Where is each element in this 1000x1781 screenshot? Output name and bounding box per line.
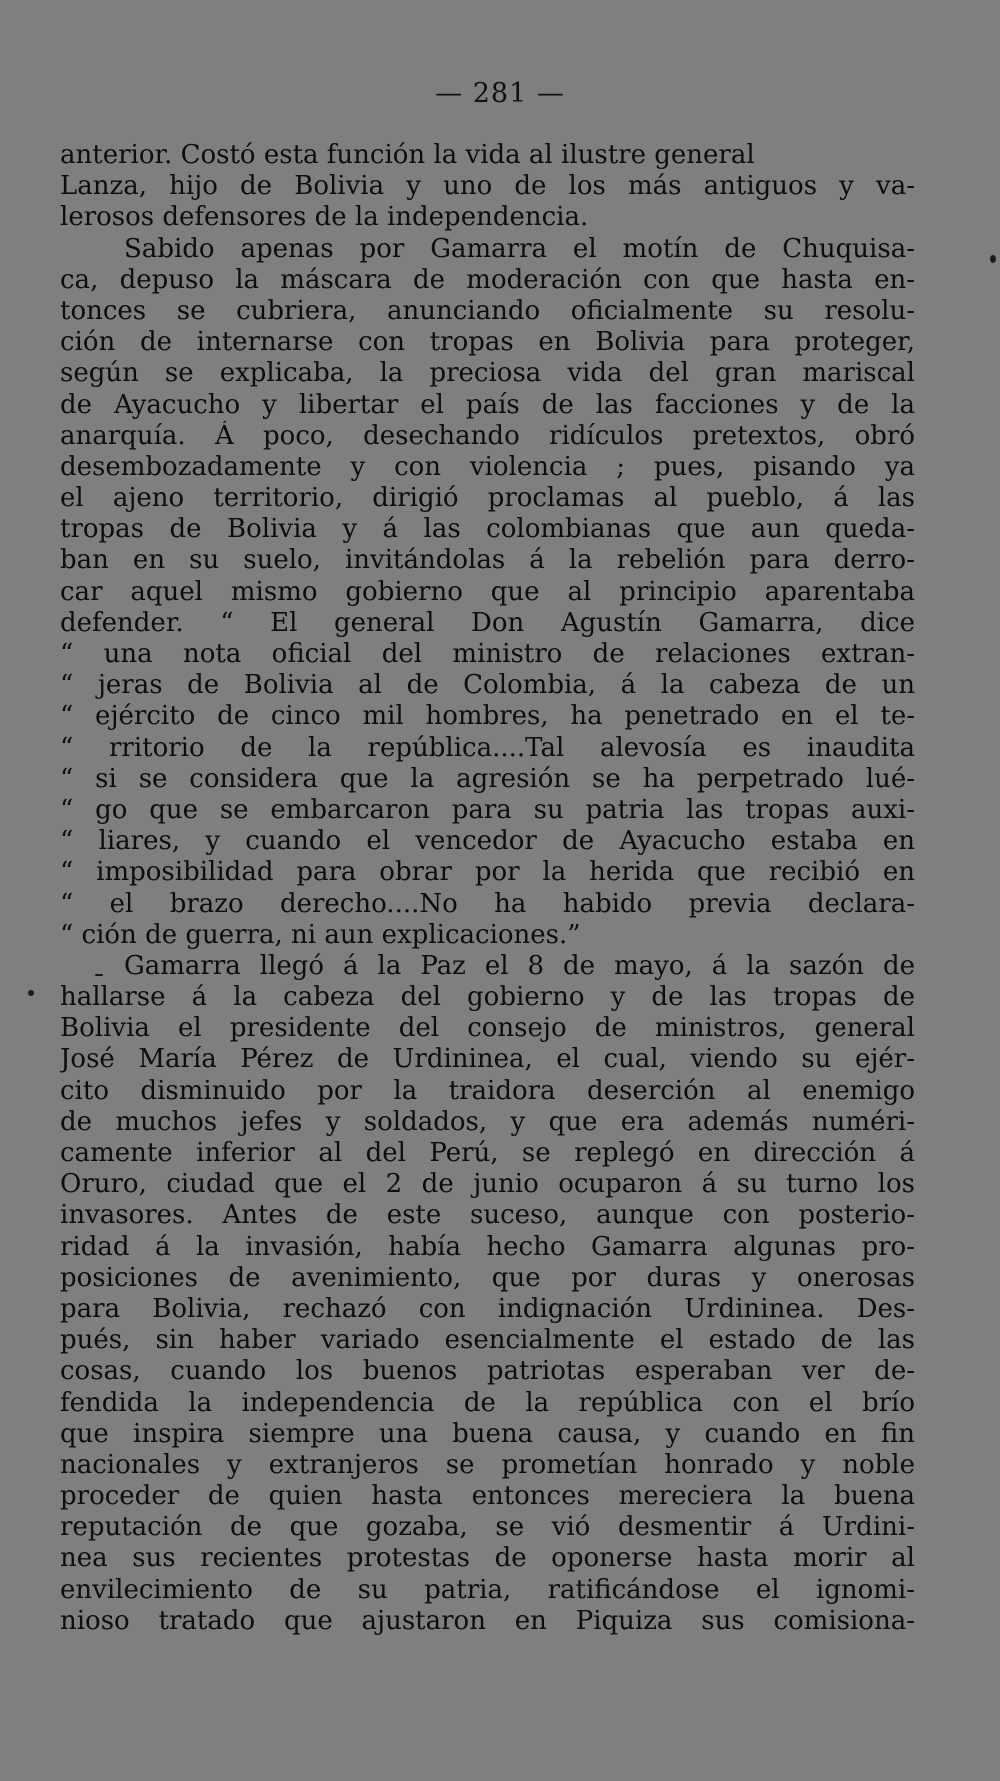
text-line: desembozadamente y con violencia ; pues, pisando ya xyxy=(60,451,915,482)
text-line: nea sus recientes protestas de oponerse hasta morir al xyxy=(60,1543,915,1574)
text-line: car aquel mismo gobierno que al principio aparentaba xyxy=(60,576,915,607)
ink-speck xyxy=(990,255,996,263)
text-line: camente inferior al del Perú, se replegó en dirección á xyxy=(60,1138,915,1168)
text-line: “ el brazo derecho....No ha habido previa declara- xyxy=(60,888,915,919)
ink-speck xyxy=(95,974,103,976)
text-line: tropas de Bolivia y á las colombianas que aun queda- xyxy=(60,514,915,545)
text-line: “ una nota oficial del ministro de relaciones extran- xyxy=(60,639,915,669)
text-line: hallarse á la cabeza del gobierno y de las tropas de xyxy=(60,982,915,1013)
text-line: para Bolivia, rechazó con indignación Urdininea. Des- xyxy=(60,1293,915,1324)
text-line: Sabido apenas por Gamarra el motín de Chuquisa- xyxy=(124,233,915,264)
text-line: “ ejército de cinco mil hombres, ha penetrado en el te- xyxy=(60,701,915,732)
text-line: envilecimiento de su patria, ratificándose el ignomi- xyxy=(60,1574,915,1605)
text-line: tonces se cubriera, anunciando oficialmente su resolu- xyxy=(60,295,915,326)
text-line: Lanza, hijo de Bolivia y uno de los más antiguos y va- xyxy=(60,171,915,202)
text-line: según se explicaba, la preciosa vida del gran mariscal xyxy=(60,358,915,389)
text-line: pués, sin haber variado esencialmente el estado de las xyxy=(60,1325,915,1356)
text-line: “ go que se embarcaron para su patria las tropas auxi- xyxy=(60,794,915,825)
text-line: posiciones de avenimiento, que por duras y onerosas xyxy=(60,1262,915,1293)
text-line: “ rritorio de la república....Tal alevosía es inaudita xyxy=(60,732,915,763)
text-line: ca, depuso la máscara de moderación con que hasta en- xyxy=(60,264,915,295)
text-line: nioso tratado que ajustaron en Piquiza sus comisiona- xyxy=(60,1605,915,1636)
text-line: anarquía. Á poco, desechando ridículos pretextos, obró xyxy=(60,420,915,451)
text-line: nacionales y extranjeros se prometían honrado y noble xyxy=(60,1449,915,1480)
text-line: ridad á la invasión, había hecho Gamarra algunas pro- xyxy=(60,1231,915,1262)
text-line: de muchos jefes y soldados, y que era además numéri- xyxy=(60,1106,915,1137)
body-text xyxy=(60,140,915,1637)
text-line: “ ción de guerra, ni aun explicaciones.” xyxy=(60,919,581,950)
text-line: fendida la independencia de la república con el brío xyxy=(60,1387,915,1418)
text-line: ban en su suelo, invitándolas á la rebelión para derro- xyxy=(60,545,915,576)
text-line: anterior. Costó esta función la vida al ilustre general xyxy=(60,140,755,170)
text-line: ción de internarse con tropas en Bolivia para proteger, xyxy=(60,327,915,358)
text-line: proceder de quien hasta entonces mereciera la buena xyxy=(60,1481,915,1512)
text-line: el ajeno territorio, dirigió proclamas al pueblo, á las xyxy=(60,483,915,514)
text-line: “ si se considera que la agresión se ha perpetrado lué- xyxy=(60,763,915,794)
text-line: cosas, cuando los buenos patriotas esperaban ver de- xyxy=(60,1356,915,1387)
text-line: de Ayacucho y libertar el país de las facciones y de la xyxy=(60,389,915,420)
text-line: Oruro, ciudad que el 2 de junio ocuparon á su turno los xyxy=(60,1169,915,1200)
text-line: “ liares, y cuando el vencedor de Ayacucho estaba en xyxy=(60,826,915,857)
text-line: José María Pérez de Urdininea, el cual, viendo su ejér- xyxy=(60,1044,915,1075)
text-line: “ imposibilidad para obrar por la herida que recibió en xyxy=(60,857,915,888)
text-line: “ jeras de Bolivia al de Colombia, á la cabeza de un xyxy=(60,670,915,701)
text-line: que inspira siempre una buena causa, y cuando en fin xyxy=(60,1418,915,1449)
text-line: Gamarra llegó á la Paz el 8 de mayo, á la sazón de xyxy=(124,950,915,981)
text-line: cito disminuido por la traidora deserción al enemigo xyxy=(60,1075,915,1106)
text-line: lerosos defensores de la independencia. xyxy=(60,202,589,233)
page-number: — 281 — xyxy=(435,78,565,109)
text-line: invasores. Antes de este suceso, aunque con posterio- xyxy=(60,1200,915,1231)
text-line: Bolivia el presidente del consejo de ministros, general xyxy=(60,1013,915,1044)
text-line: defender. “ El general Don Agustín Gamarra, dice xyxy=(60,607,915,638)
ink-speck xyxy=(28,990,34,996)
text-line: reputación de que gozaba, se vió desmentir á Urdini- xyxy=(60,1512,915,1543)
